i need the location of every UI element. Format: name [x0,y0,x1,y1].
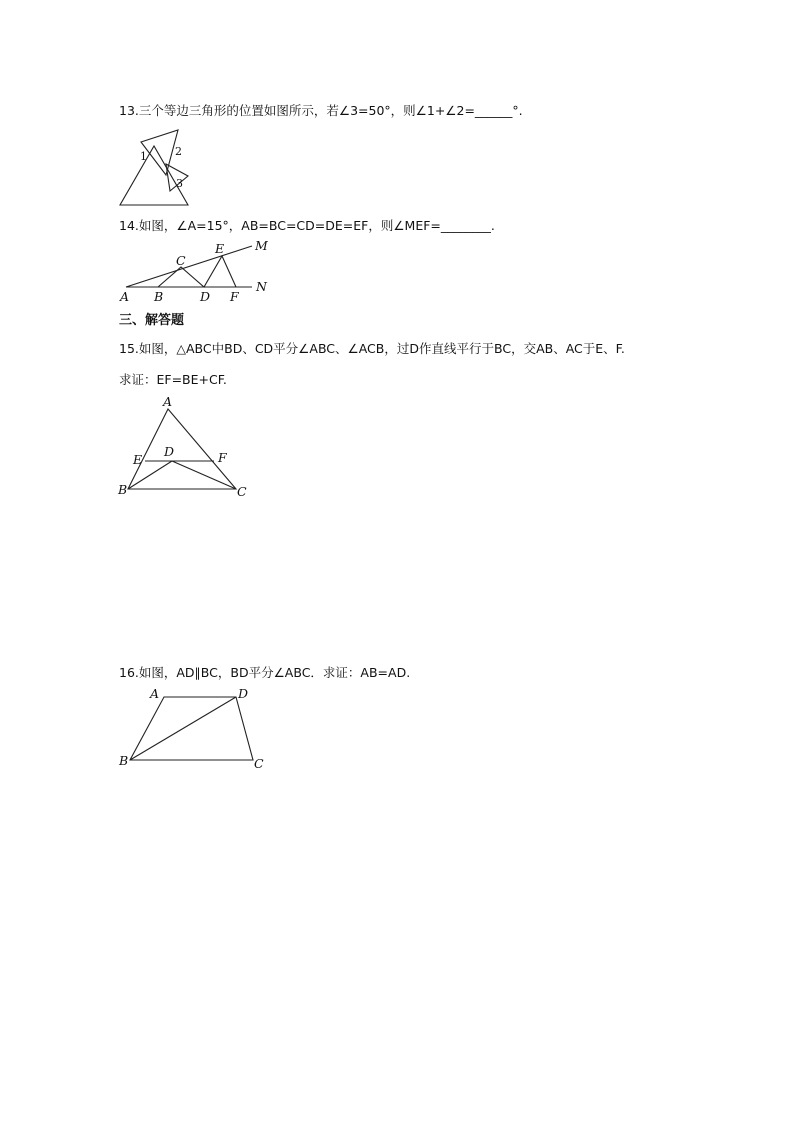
fig14-label-N: N [256,279,267,294]
question-16-text: 16.如图，AD∥BC，BD平分∠ABC．求证：AB=AD. [119,665,411,680]
fig16-label-B: B [119,753,129,768]
figure-13-triangles [118,128,198,208]
figure-16-trapezoid [118,684,278,776]
fig15-label-D: D [164,444,175,459]
fig16-trapezoid-ABCD [130,697,253,760]
question-15-line1: 15.如图，△ABC中BD、CD平分∠ABC、∠ACB，过D作直线平行于BC，交AB、AC于E、F. [119,341,625,356]
fig13-label-3: 3 [176,177,183,190]
question-14-text: 14.如图，∠A=15°，AB=BC=CD=DE=EF，则∠MEF=________. [119,218,495,233]
fig14-zigzag [158,256,236,287]
fig14-label-C: C [176,253,186,268]
fig14-label-M: M [255,238,268,253]
figure-15-triangle [118,395,258,505]
fig15-bisectors [128,461,236,489]
fig15-label-E: E [133,452,143,467]
fig15-label-C: C [237,484,247,499]
figure-14-rays [118,238,278,304]
fig15-triangle-ABC [128,409,236,489]
fig15-label-A: A [163,394,173,409]
fig14-label-B: B [154,289,164,304]
fig16-label-A: A [150,686,160,701]
fig13-label-2: 2 [175,145,182,158]
fig13-label-1: 1 [140,150,147,163]
fig16-label-C: C [254,756,264,771]
fig16-label-D: D [238,686,249,701]
fig14-label-D: D [200,289,211,304]
fig15-label-F: F [218,450,227,465]
section-title: 三、解答题 [119,313,185,328]
fig14-label-A: A [120,289,130,304]
fig15-label-B: B [118,482,128,497]
fig16-diagonal-BD [130,697,236,760]
fig14-label-E: E [215,241,225,256]
fig14-label-F: F [230,289,239,304]
question-15-line2: 求证：EF=BE+CF. [119,372,227,387]
question-13-text: 13.三个等边三角形的位置如图所示，若∠3=50°，则∠1+∠2=______°. [119,103,523,118]
